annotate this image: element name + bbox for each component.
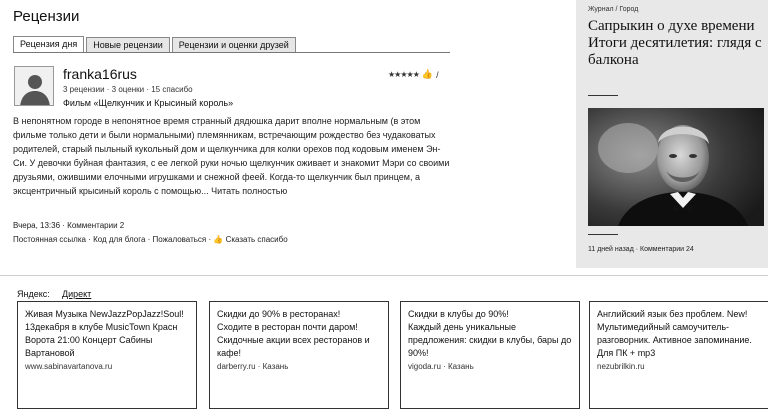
ad-block[interactable] bbox=[400, 301, 580, 409]
ad-title[interactable]: Скидки в клубы до 90%! bbox=[408, 309, 509, 319]
article-meta[interactable]: 11 дней назад · Комментарии 24 bbox=[588, 246, 694, 253]
separator: · bbox=[147, 235, 153, 244]
star-rating-icon: ★★★★★ bbox=[388, 70, 419, 79]
ad-title[interactable]: Скидки до 90% в ресторанах! bbox=[217, 309, 341, 319]
tab-friends-reviews[interactable]: Рецензии и оценки друзей bbox=[172, 37, 296, 52]
thumbs-up-icon: 👍 bbox=[213, 235, 224, 244]
separator: · bbox=[208, 235, 214, 244]
ad-domain[interactable]: darberry.ru · Казань bbox=[217, 362, 289, 371]
main-column bbox=[0, 0, 568, 275]
tab-new-reviews[interactable]: Новые рецензии bbox=[86, 37, 169, 52]
review-user-stats: 3 рецензии · 3 оценки · 15 спасибо bbox=[63, 85, 193, 94]
review-meta[interactable]: Вчера, 13:36 · Комментарии 2 bbox=[13, 221, 125, 230]
page-title: Рецензии bbox=[13, 8, 80, 25]
tab-bar bbox=[13, 36, 298, 52]
say-thanks-link[interactable]: Сказать спасибо bbox=[225, 235, 288, 244]
ad-block[interactable] bbox=[589, 301, 768, 409]
tab-review-of-day[interactable]: Рецензия дня bbox=[13, 36, 84, 52]
review-rating bbox=[388, 69, 439, 80]
divider bbox=[588, 234, 618, 235]
thumbs-up-icon[interactable]: 👍 bbox=[421, 69, 434, 79]
likes-count: / bbox=[436, 69, 439, 80]
article-headline[interactable]: Сапрыкин о духе времени Итоги десятилетия: глядя с балкона bbox=[588, 18, 762, 68]
article-section[interactable]: Журнал / Город bbox=[588, 6, 639, 13]
ad-text: 13декабря в клубе MusicTown Красн Ворота 21:00 Концерт Сабины Вартановой bbox=[25, 322, 178, 358]
user-silhouette-icon bbox=[15, 67, 54, 106]
divider bbox=[588, 95, 618, 96]
review-username[interactable]: franka16rus bbox=[63, 66, 137, 82]
separator: · bbox=[88, 235, 94, 244]
review-text: В непонятном городе в непонятное время странный дядюшка дарит вполне нормальным (в этом фильме только дети и были нормальными) племянникам, встречающим рождество без чудаковатых родителей, старый пыльный кукольный дом и щелкунчика для колки орехов под кодовым именем Эн-Си. У девочки буйная фантазия, с ее легкой руки ночью щелкунчик оживает и знакомит Мэри со своими друзьями, ожившими елочными игрушками и снежной феей. Когда-то щелкунчик был принцем, а эксцентричный крысиный король с помощью... bbox=[13, 116, 450, 196]
review-film-title[interactable]: Фильм «Щелкунчик и Крысиный король» bbox=[63, 98, 234, 108]
ad-text: Сходите в ресторан почти даром! Скидочные акции всех ресторанов и кафе! bbox=[217, 322, 370, 358]
avatar[interactable] bbox=[14, 66, 54, 106]
yandex-label: Яндекс: bbox=[17, 289, 50, 299]
ad-block[interactable] bbox=[17, 301, 197, 409]
ad-domain[interactable]: vigoda.ru · Казань bbox=[408, 362, 474, 371]
section-divider bbox=[0, 275, 768, 276]
ad-title[interactable]: Английский язык без проблем. New! bbox=[597, 309, 748, 319]
portrait-image bbox=[588, 108, 764, 226]
article-photo[interactable] bbox=[588, 108, 764, 226]
ad-domain[interactable]: nezubrilkin.ru bbox=[597, 362, 645, 371]
tab-underline bbox=[13, 52, 450, 53]
yandex-direct-link[interactable]: Директ bbox=[62, 289, 92, 299]
blog-code-link[interactable]: Код для блога bbox=[93, 235, 146, 244]
complain-link[interactable]: Пожаловаться bbox=[152, 235, 207, 244]
ad-title[interactable]: Живая Музыка NewJazzPopJazz!Soul! bbox=[25, 309, 184, 319]
review-body bbox=[13, 114, 453, 198]
ad-text: Мультимедийный самоучитель-разговорник. Активное запоминание. Для ПК + mp3 bbox=[597, 322, 752, 358]
permalink-link[interactable]: Постоянная ссылка bbox=[13, 235, 86, 244]
ad-text: Каждый день уникальные предложения: скидки в клубы, бары до 90%! bbox=[408, 322, 572, 358]
sidebar-article bbox=[576, 0, 768, 268]
ad-domain[interactable]: www.sabinavartanova.ru bbox=[25, 362, 113, 371]
review-actions bbox=[13, 235, 288, 244]
read-more-link[interactable]: Читать полностью bbox=[211, 186, 288, 196]
ad-block[interactable] bbox=[209, 301, 389, 409]
